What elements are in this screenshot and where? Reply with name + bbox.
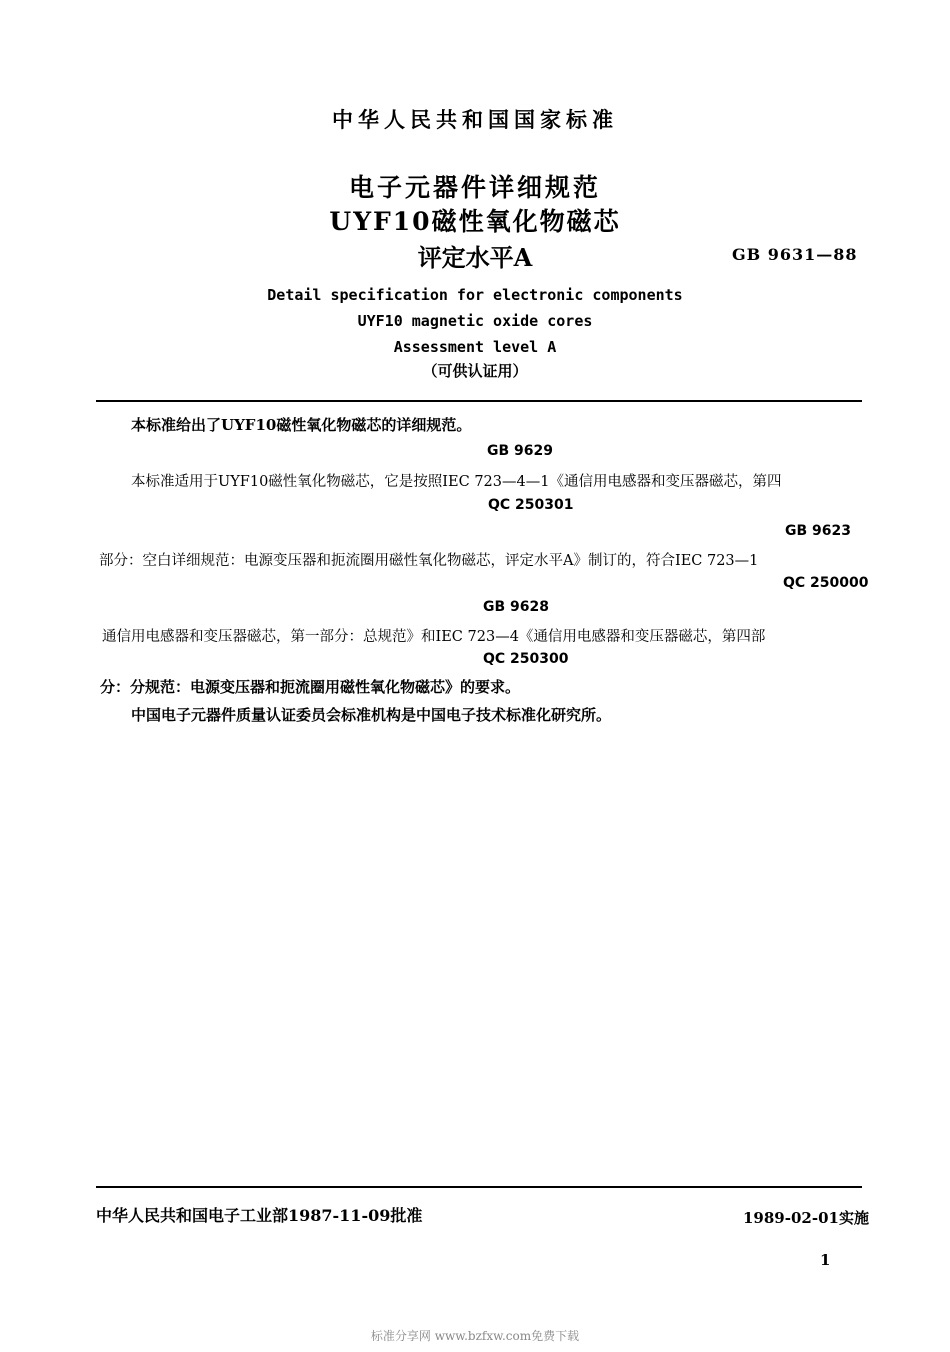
paragraph-2-line-1: 本标准适用于UYF10磁性氧化物磁芯，它是按照IEC 723—4—1《通信用电感器和变压器磁芯，第四 [131, 474, 782, 490]
paragraph-2-line-2: 部分：空白详细规范：电源变压器和扼流圈用磁性氧化物磁芯，评定水平A》制订的，符合IEC 723—1 [99, 553, 759, 569]
paragraph-2-line-3: 通信用电感器和变压器磁芯，第一部分：总规范》和IEC 723—4《通信用电感器和变压器磁芯，第四部 [102, 629, 766, 645]
watermark: 标准分享网 www.bzfxw.com免费下载 [370, 1329, 580, 1343]
ref-qc-250300: QC 250300 [483, 651, 569, 667]
approval-date: 中华人民共和国电子工业部1987-11-09批准 [96, 1206, 423, 1225]
page-number: 1 [820, 1251, 831, 1269]
ref-qc-250000: QC 250000 [783, 575, 869, 591]
title-line-1: 电子元器件详细规范 [348, 173, 601, 202]
certification-note: （可供认证用） [422, 362, 528, 380]
ref-qc-250301: QC 250301 [488, 497, 574, 513]
title-line-2: UYF10磁性氧化物磁芯 [329, 207, 621, 236]
standard-code: GB 9631—88 [732, 245, 858, 264]
implementation-date: 1989-02-01实施 [743, 1209, 869, 1227]
title-line-3: 评定水平A [417, 243, 533, 272]
paragraph-3: 中国电子元器件质量认证委员会标准机构是中国电子技术标准化研究所。 [131, 706, 612, 724]
ref-gb-9623: GB 9623 [785, 523, 852, 539]
english-title-line-2: UYF10 magnetic oxide cores [357, 312, 593, 330]
ref-gb-9628: GB 9628 [483, 599, 550, 615]
english-title-line-3: Assessment level A [393, 338, 557, 356]
ref-gb-9629: GB 9629 [487, 443, 554, 459]
footer-divider [96, 1186, 862, 1188]
paragraph-2-line-4: 分：分规范：电源变压器和扼流圈用磁性氧化物磁芯》的要求。 [100, 678, 521, 696]
english-title-line-1: Detail specification for electronic components [267, 286, 683, 304]
national-standard-heading: 中华人民共和国国家标准 [332, 107, 618, 132]
header-divider [96, 400, 862, 402]
paragraph-1: 本标准给出了UYF10磁性氧化物磁芯的详细规范。 [131, 416, 472, 434]
